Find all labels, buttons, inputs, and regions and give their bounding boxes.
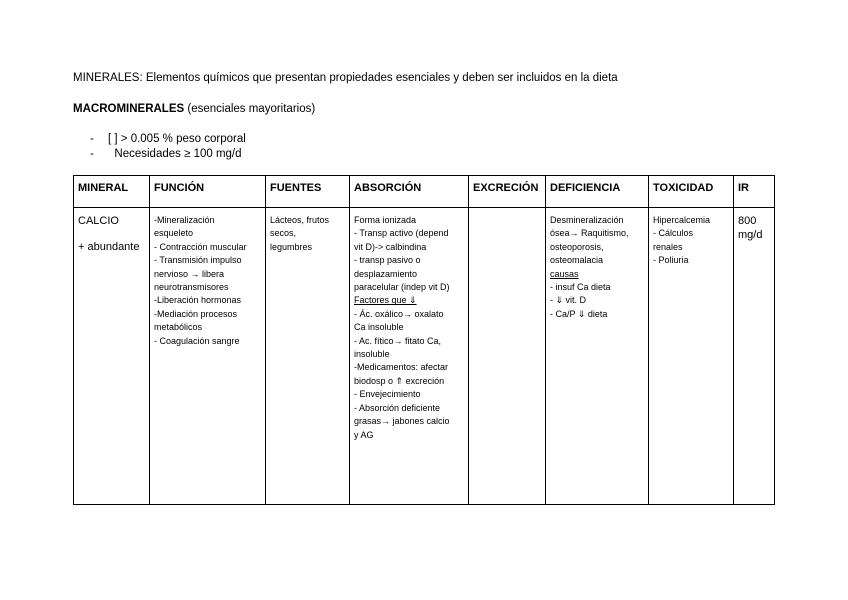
column-header: IR	[734, 176, 775, 208]
cell-funcion: -Mineralización esqueleto - Contracción muscular - Transmisión impulso nervioso → libera neurotransmisores -Liberación hormonas -Mediación procesos metabólicos - Coagulación sangre	[150, 208, 266, 505]
intro-label: MINERALES:	[73, 72, 143, 84]
cell-mineral: CALCIO + abundante	[74, 208, 150, 505]
column-header: FUNCIÓN	[150, 176, 266, 208]
section-subtitle: (esenciales mayoritarios)	[184, 103, 316, 115]
section-heading	[73, 103, 315, 115]
factores-subheading: Factores que ⇓	[354, 295, 417, 306]
column-header: TOXICIDAD	[649, 176, 734, 208]
list-dash: -	[90, 133, 94, 145]
table-header-row	[74, 176, 775, 208]
cell-deficiencia: Desmineralización ósea→ Raquitismo, osteoporosis, osteomalacia causas - insuf Ca dieta - ⇓ vit. D - Ca/P ⇓ dieta	[546, 208, 649, 505]
list-dash: -	[90, 148, 94, 160]
cell-absorcion: Forma ionizada - Transp activo (depend vit D)-> calbindina - transp pasivo o desplazamiento paracelular (indep vit D) Factores que ⇓ - Ác. oxálico→ oxalato Ca insoluble - Ac. fítico→ fitato Ca, insoluble -Medicamentos: afectar biodosp o ⇑ excreción - Envejecimiento - Absorción deficiente grasas→ jabones calcio y AG	[350, 208, 469, 505]
table-row	[74, 208, 775, 505]
cell-ir: 800 mg/d	[734, 208, 775, 505]
column-header: DEFICIENCIA	[546, 176, 649, 208]
column-header: MINERAL	[74, 176, 150, 208]
column-header: FUENTES	[266, 176, 350, 208]
intro-line	[73, 72, 618, 84]
causas-subheading: causas	[550, 268, 579, 279]
minerals-table	[73, 175, 775, 505]
list-item: - Necesidades ≥ 100 mg/d	[90, 148, 242, 160]
column-header: ABSORCIÓN	[350, 176, 469, 208]
cell-toxicidad: Hipercalcemia - Cálculos renales - Poliuria	[649, 208, 734, 505]
cell-excrecion	[469, 208, 546, 505]
section-title: MACROMINERALES	[73, 103, 185, 115]
criteria-list	[90, 132, 246, 162]
intro-text: Elementos químicos que presentan propiedades esenciales y deben ser incluidos en la dieta	[142, 72, 618, 84]
list-item: - [ ] > 0.005 % peso corporal	[90, 133, 246, 145]
column-header: EXCRECIÓN	[469, 176, 546, 208]
cell-fuentes: Lácteos, frutos secos, legumbres	[266, 208, 350, 505]
